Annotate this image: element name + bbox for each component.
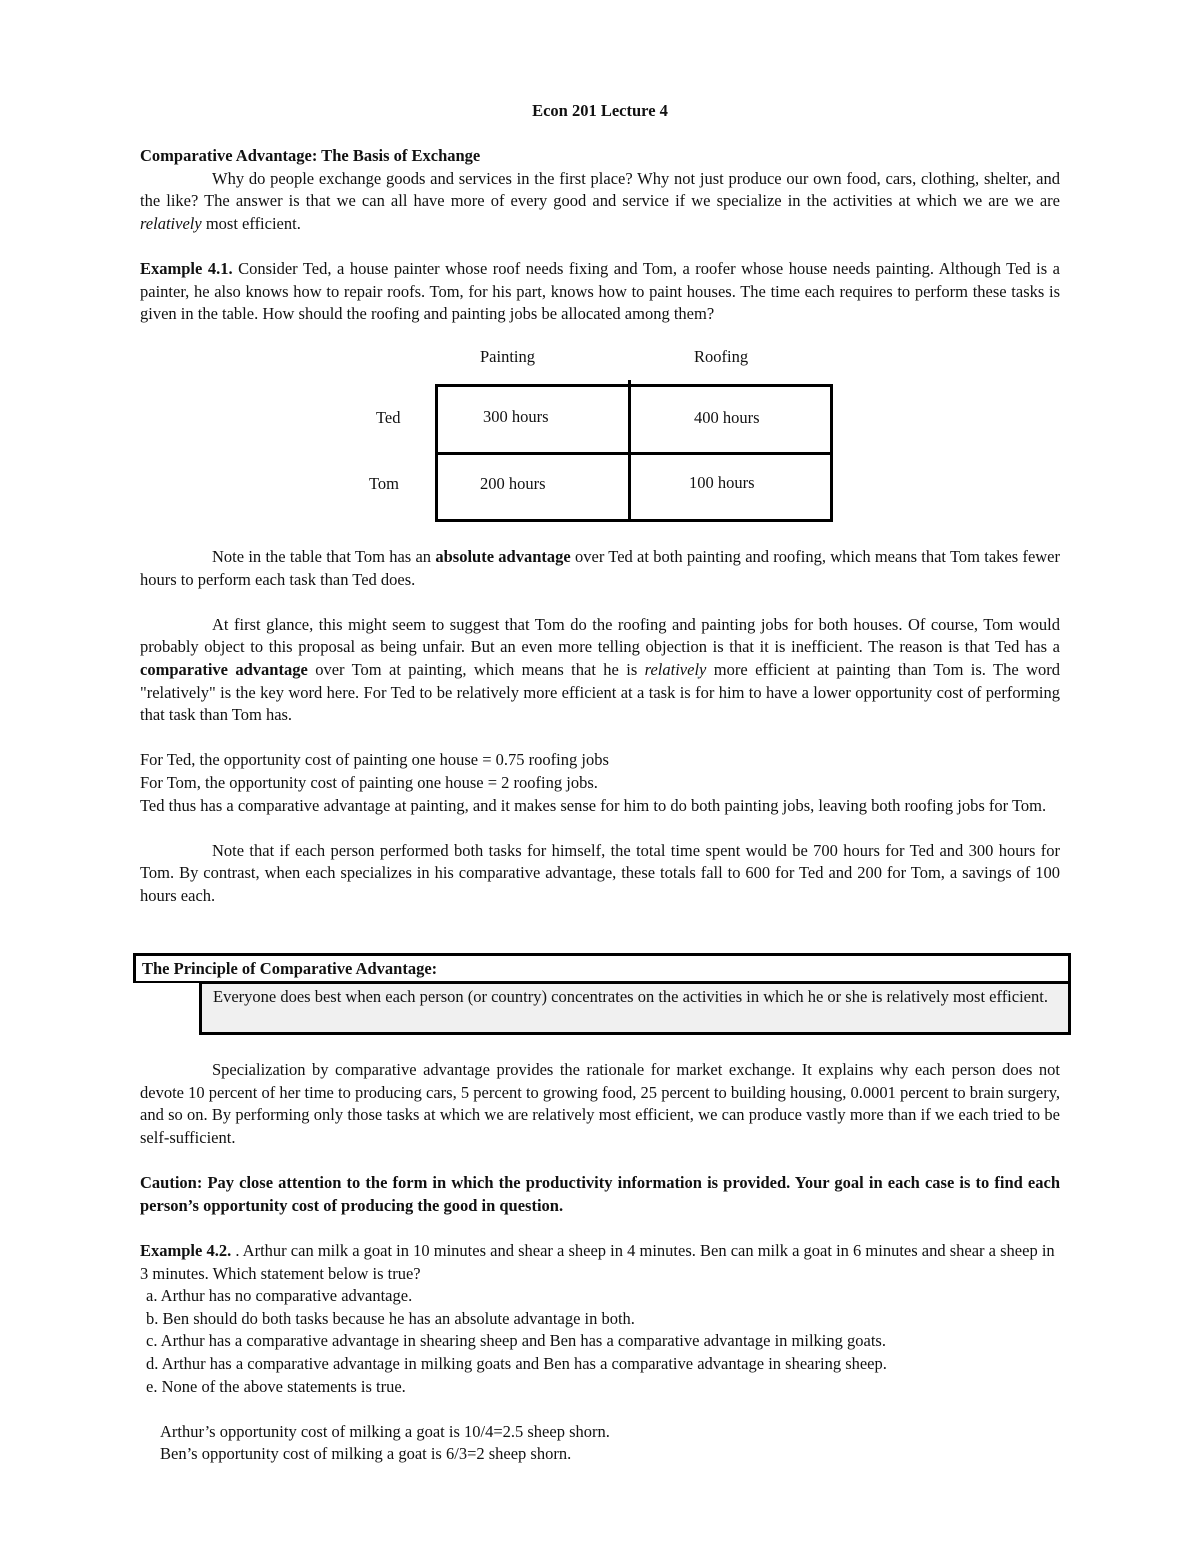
opportunity-cost-tom: For Tom, the opportunity cost of painting one house = 2 roofing jobs.	[140, 772, 598, 792]
table-divider-horizontal	[435, 452, 833, 455]
discussion-section	[140, 546, 1060, 908]
example-4-2	[140, 1240, 1060, 1466]
document-title: Econ 201 Lecture 4	[532, 101, 668, 120]
example-4-1-label: Example 4.1	[140, 259, 229, 278]
option-b: b. Ben should do both tasks because he has an absolute advantage in both.	[146, 1308, 635, 1328]
paragraph-first-glance: At first glance, this might seem to suggest that Tom do the roofing and painting jobs for both houses. Of course, Tom would probably object to this proposal as being unfair. But an even more telling objection is that it is inefficient. The reason is that Ted has a comparative advantage over Tom at painting, which means that he is relatively more efficient at painting than Tom is. The word "relatively" is the key word here. For Ted to be relatively more efficient at a task is for him to have a lower opportunity cost of performing that task than Tom has.	[140, 614, 1060, 725]
principle-box-body	[199, 982, 1071, 1035]
example-4-2-paragraph: Example 4.2. . Arthur can milk a goat in 10 minutes and shear a sheep in 4 minutes. Ben can milk a goat in 6 minutes and shear a sheep in 3 minutes. Which statement below is true?	[140, 1241, 1055, 1283]
option-c: c. Arthur has a comparative advantage in shearing sheep and Ben has a comparative advantage in milking goats.	[146, 1331, 886, 1351]
cell-ted-roofing: 400 hours	[694, 408, 760, 427]
example-4-1	[140, 258, 1060, 326]
opportunity-cost-ted: For Ted, the opportunity cost of painting one house = 0.75 roofing jobs	[140, 750, 609, 770]
opportunity-conclusion: Ted thus has a comparative advantage at painting, and it makes sense for him to do both painting jobs, leaving both roofing jobs for Tom.	[140, 795, 1047, 815]
table-divider-vertical	[628, 380, 631, 522]
table-row-tom: Tom	[369, 474, 400, 493]
table-header-roofing: Roofing	[694, 347, 749, 366]
table-row-ted: Ted	[376, 408, 401, 427]
caution-paragraph: Caution: Pay close attention to the form in which the productivity information is provided. Your goal in each case is to find each person’s opportunity cost of producing the good in question.	[140, 1173, 1060, 1215]
example-4-2-calculations	[140, 1421, 1060, 1466]
cell-tom-painting: 200 hours	[480, 474, 546, 493]
option-d: d. Arthur has a comparative advantage in milking goats and Ben has a comparative advantage in shearing sheep.	[146, 1353, 887, 1373]
calc-ben: Ben’s opportunity cost of milking a goat is 6/3=2 sheep shorn.	[160, 1444, 572, 1464]
principle-box-header	[133, 953, 1071, 983]
specialization-paragraph: Specialization by comparative advantage provides the rationale for market exchange. It explains why each person does not devote 10 percent of her time to producing cars, 5 percent to growing food, 25 percent to building housing, 0.0001 percent to brain surgery, and so on. By performing only those tasks at which we are relatively most efficient, we can produce vastly more than if we each tried to be self-sufficient.	[140, 1060, 1060, 1147]
cell-tom-roofing: 100 hours	[689, 473, 755, 492]
option-e: e. None of the above statements is true.	[146, 1376, 406, 1396]
intro-section	[140, 145, 1060, 235]
specialization-section	[140, 1059, 1060, 1149]
cell-ted-painting: 300 hours	[483, 407, 549, 426]
principle-text: Everyone does best when each person (or country) concentrates on the activities in which he or she is relatively most efficient.	[213, 987, 1048, 1006]
example-4-1-paragraph: Example 4.1. Consider Ted, a house painter whose roof needs fixing and Tom, a roofer whose house needs painting. Although Ted is a painter, he also knows how to repair roofs. Tom, for his part, knows how to paint houses. The time each requires to perform these tasks is given in the table. How should the roofing and painting jobs be allocated among them?	[140, 259, 1060, 324]
table-header-painting: Painting	[480, 347, 536, 366]
note-absolute-advantage: Note in the table that Tom has an absolute advantage over Ted at both painting and roofing, which means that Tom takes fewer hours to perform each task than Ted does.	[140, 547, 1061, 589]
option-a: a. Arthur has no comparative advantage.	[146, 1286, 413, 1306]
example-4-2-label: Example 4.2	[140, 1241, 228, 1260]
caution-section	[140, 1172, 1060, 1217]
principle-heading: The Principle of Comparative Advantage:	[142, 959, 438, 978]
intro-paragraph: Why do people exchange goods and services in the first place? Why not just produce our own food, cars, clothing, shelter, and the like? The answer is that we can all have more of every good and service if we specialize in the activities at which we are we are relatively most efficient.	[140, 168, 1060, 233]
section-heading: Comparative Advantage: The Basis of Exchange	[140, 146, 481, 165]
note-total-time: Note that if each person performed both tasks for himself, the total time spent would be 700 hours for Ted and 300 hours for Tom. By contrast, when each specializes in his comparative advantage, these totals fall to 600 for Ted and 200 for Tom, a savings of 100 hours each.	[140, 840, 1060, 905]
example-4-2-options	[140, 1285, 1060, 1398]
calc-arthur: Arthur’s opportunity cost of milking a goat is 10/4=2.5 sheep shorn.	[160, 1421, 610, 1441]
